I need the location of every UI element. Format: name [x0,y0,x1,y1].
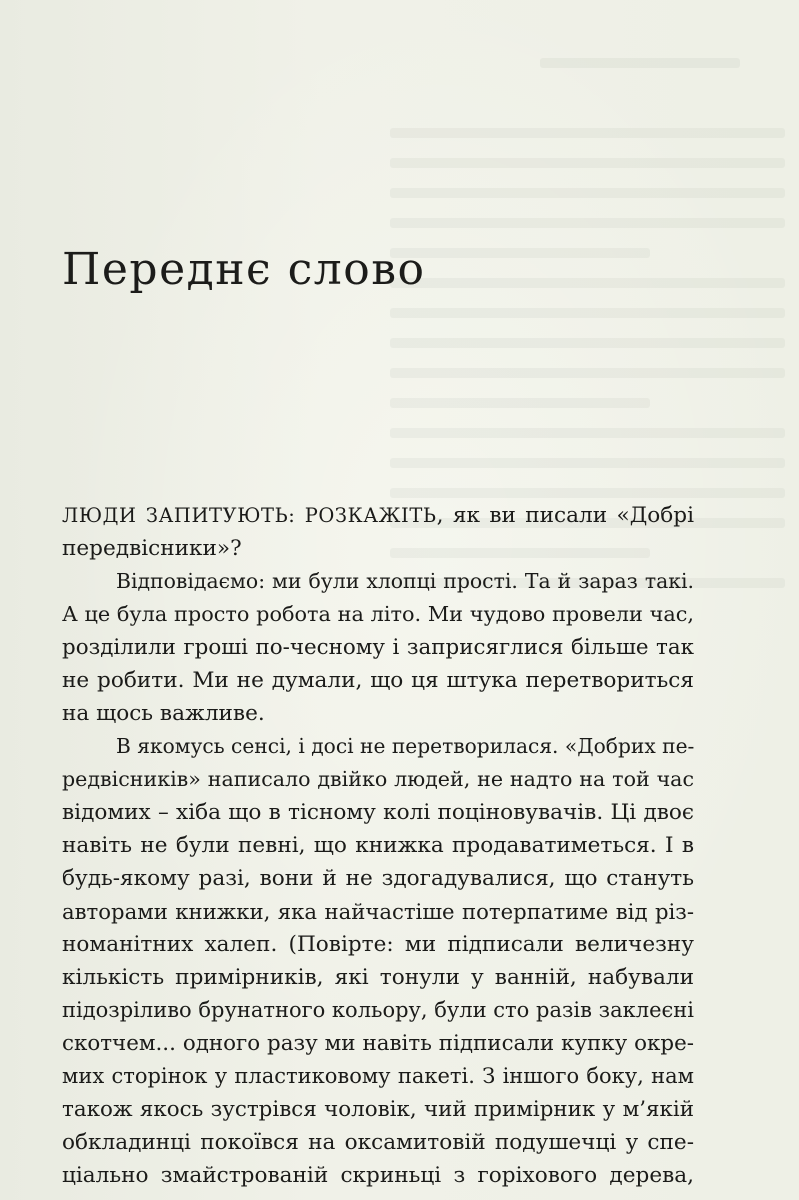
text-line-9: редвісників» написало двійко людей, не надто на той час [62,767,694,791]
text-line-12: будь-якому разі, вони й не здогадувалися, що стануть [62,866,694,891]
bleed-through-line [390,308,785,318]
bleed-through-line [390,218,785,228]
text-line-3: Відповідаємо: ми були хлопці прості. Та й зараз такі. [116,569,694,593]
bleed-through-line [390,158,785,168]
text-line-8: В якомусь сенсі, і досі не перетворилася. «Добрих пе- [116,734,695,758]
text-line-10: відомих – хіба що в тісному колі поціновувачів. Ці двоє [62,800,694,825]
text-line-5: розділили гроші по-чесному і заприсяглися більше так [62,635,694,660]
bleed-through-line [390,458,785,468]
text-line-17: скотчем... одного разу ми навіть підписали купку окре- [62,1031,694,1056]
lead-in-small-caps: ЛЮДИ ЗАПИТУЮТЬ: РОЗКАЖІТЬ [62,504,437,527]
text-line-13: авторами книжки, яка найчастіше потерпатиме від різ- [62,899,694,924]
bleed-through-line [390,188,785,198]
chapter-title: Переднє слово [62,244,426,295]
text-line-4: А це була просто робота на літо. Ми чудово провели час, [62,602,694,626]
bleed-through-line [390,338,785,348]
bleed-through-line [390,368,785,378]
bleed-through-line [390,128,785,138]
text-line-21: ціально змайстрованій скриньці з горіхового дерева, [62,1163,694,1188]
text-line-2: передвісники»? [62,536,242,561]
bleed-through-line [390,278,785,288]
text-line-14: номанітних халеп. (Повірте: ми підписали величезну [62,932,694,957]
bleed-through-line [390,488,785,498]
text-line-6: не робити. Ми не думали, що ця штука перетвориться [62,668,694,693]
text-line-15: кількість примірників, які тонули у ванній, набували [62,965,694,990]
bleed-through-line [390,428,785,438]
text-line-19: також якось зустрівся чоловік, чий примірник у м’якій [62,1097,694,1122]
text-line-18: мих сторінок у пластиковому пакеті. З іншого боку, нам [62,1064,694,1088]
bleed-through-line [390,398,650,408]
bleed-through-line [390,248,650,258]
text-line-1 [62,499,694,532]
body-text [62,499,694,1192]
text-line-7: на щось важливе. [62,701,265,726]
text-line-1-rest: , як ви писали «Добрі [436,503,694,528]
text-line-11: навіть не були певні, що книжка продаватиметься. І в [62,833,694,858]
text-line-20: обкладинці покоївся на оксамитовій подушечці у спе- [62,1130,694,1155]
text-line-16: підозріливо брунатного кольору, були сто разів заклеєні [62,998,694,1022]
